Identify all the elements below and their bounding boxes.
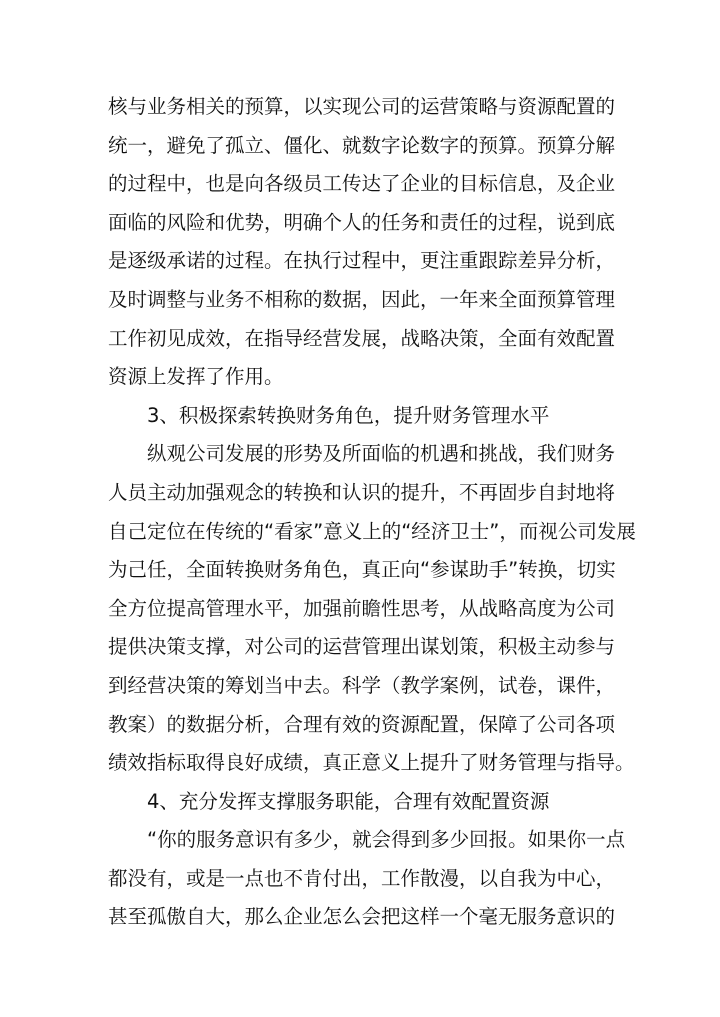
text-line: 人员主动加强观念的转换和认识的提升，不再固步自封地将	[108, 480, 616, 504]
text-line: 纵观公司发展的形势及所面临的机遇和挑战，我们财务	[147, 442, 616, 466]
text-line: “你的服务意识有多少，就会得到多少回报。如果你一点	[147, 828, 626, 852]
text-line: 教案）的数据分析，合理有效的资源配置，保障了公司各项	[108, 712, 616, 736]
paragraph-finance-role	[108, 435, 636, 782]
text-line: 核与业务相关的预算，以实现公司的运营策略与资源配置的	[108, 95, 616, 118]
text-line: 资源上发挥了作用。	[108, 365, 284, 389]
heading-text: 3、积极探索转换财务角色，提升财务管理水平	[147, 403, 550, 427]
text-line: 自己定位在传统的“看家”意义上的“经济卫士”，而视公司发展	[108, 519, 636, 543]
text-line: 及时调整与业务不相称的数据，因此，一年来全面预算管理	[108, 287, 616, 311]
text-line: 的过程中，也是向各级员工传达了企业的目标信息，及企业	[108, 172, 616, 196]
paragraph-service	[108, 821, 626, 937]
section-heading-3	[108, 397, 612, 436]
text-line: 为己任，全面转换财务角色，真正向“参谋助手”转换，切实	[108, 558, 616, 582]
text-line: 统一，避免了孤立、僵化、就数字论数字的预算。预算分解	[108, 133, 616, 157]
text-line: 甚至孤傲自大，那么企业怎么会把这样一个毫无服务意识的	[108, 905, 616, 929]
heading-text: 4、充分发挥支撑服务职能，合理有效配置资源	[147, 789, 550, 813]
document-body	[108, 88, 636, 937]
paragraph-budget	[108, 88, 616, 397]
text-line: 绩效指标取得良好成绩，真正意义上提升了财务管理与指导。	[108, 751, 635, 775]
text-line: 面临的风险和优势，明确个人的任务和责任的过程，说到底	[108, 210, 616, 234]
text-line: 工作初见成效，在指导经营发展，战略决策，全面有效配置	[108, 326, 616, 350]
text-line: 提供决策支撑，对公司的运营管理出谋划策，积极主动参与	[108, 635, 616, 659]
text-line: 全方位提高管理水平，加强前瞻性思考，从战略高度为公司	[108, 596, 616, 620]
text-line: 是逐级承诺的过程。在执行过程中，更注重跟踪差异分析，	[108, 249, 616, 273]
text-line: 都没有，或是一点也不肯付出，工作散漫，以自我为中心，	[108, 866, 616, 890]
text-line: 到经营决策的筹划当中去。科学（教学案例，试卷，课件，	[108, 673, 616, 697]
section-heading-4	[108, 783, 612, 822]
